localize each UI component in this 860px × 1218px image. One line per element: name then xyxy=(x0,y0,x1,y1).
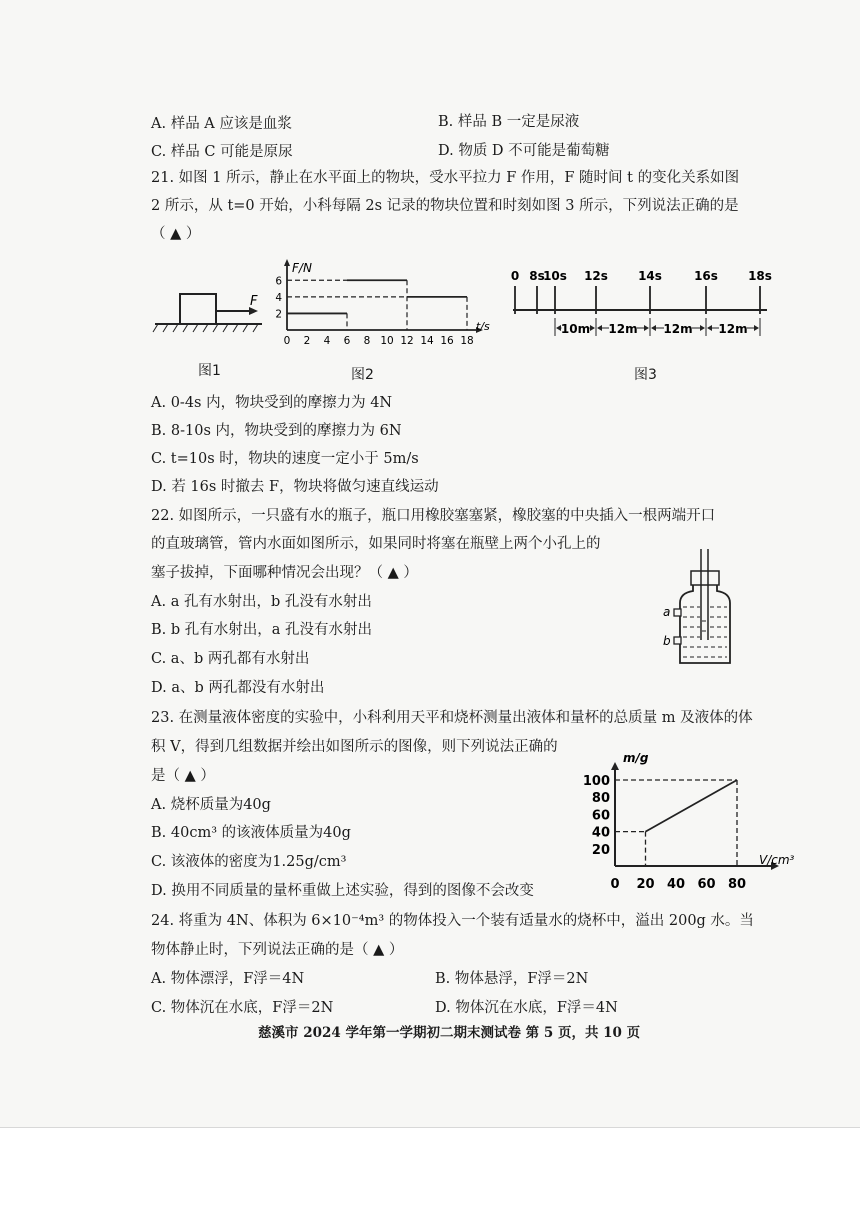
q24-stem-line1: 24. 将重为 4N、体积为 6×10⁻⁴m³ 的物体投入一个装有适量水的烧杯中，溢出 200g 水。当 xyxy=(151,913,754,929)
q23-option-c: C. 该液体的密度为1.25g/cm³ xyxy=(151,854,347,870)
q20-option-b: B. 样品 B 一定是尿液 xyxy=(438,114,580,130)
q21-figure1 xyxy=(150,282,270,342)
q20-option-d: D. 物质 D 不可能是葡萄糖 xyxy=(438,143,610,159)
q20-option-a: A. 样品 A 应该是血浆 xyxy=(151,116,292,132)
q21-option-b: B. 8-10s 内，物块受到的摩擦力为 6N xyxy=(151,423,402,439)
fig4-y-tick-label: 80 xyxy=(591,791,610,807)
q21-option-c: C. t=10s 时，物块的速度一定小于 5m/s xyxy=(151,451,419,467)
q22-option-c: C. a、b 两孔都有水射出 xyxy=(151,651,310,667)
fig2-caption: 图2 xyxy=(351,367,374,383)
hole-b-label: b xyxy=(663,634,671,648)
q22-option-a: A. a 孔有水射出，b 孔没有水射出 xyxy=(151,594,372,610)
distance-label: 12m xyxy=(608,322,638,336)
fig1-caption: 图1 xyxy=(198,363,221,379)
fig4-y-tick-label: 40 xyxy=(591,825,610,841)
fig4-y-tick-label: 20 xyxy=(591,842,610,858)
distance-arrowhead xyxy=(707,325,712,331)
q22-bottle-figure xyxy=(660,545,750,670)
bottle-body xyxy=(680,585,730,663)
q23-stem-line1: 23. 在测量液体密度的实验中，小科利用天平和烧杯测量出液体和量杯的总质量 m 及液体的体 xyxy=(151,710,753,726)
q21-option-a: A. 0-4s 内，物块受到的摩擦力为 4N xyxy=(151,395,393,411)
q20-option-c: C. 样品 C 可能是原尿 xyxy=(151,144,293,160)
q24-stem-line2: 物体静止时，下列说法正确的是（ ▲ ） xyxy=(151,942,404,958)
q21-stem-line1: 21. 如图 1 所示，静止在水平面上的物块，受水平拉力 F 作用，F 随时间 t 的变化关系如图 xyxy=(151,170,740,186)
q21-stem-line3: （ ▲ ） xyxy=(151,226,201,242)
distance-arrowhead xyxy=(700,325,705,331)
hole-b-plug xyxy=(674,637,681,644)
fig2-y-arrow xyxy=(284,259,290,266)
q23-option-d: D. 换用不同质量的量杯重做上述实验，得到的图像不会改变 xyxy=(151,883,534,899)
distance-arrowhead xyxy=(644,325,649,331)
q24-option-c: C. 物体沉在水底，F浮＝2N xyxy=(151,1000,334,1016)
timeline-time-label: 12s xyxy=(584,269,608,283)
distance-arrowhead xyxy=(590,325,595,331)
fig3-caption: 图3 xyxy=(634,367,657,383)
fig2-x-tick-label: 8 xyxy=(363,335,371,347)
q22-option-d: D. a、b 两孔都没有水射出 xyxy=(151,680,325,696)
q24-option-a: A. 物体漂浮，F浮＝4N xyxy=(151,971,305,987)
fig2-x-tick-label: 10 xyxy=(380,335,394,347)
distance-label: 10m xyxy=(560,322,591,336)
q22-stem-line2: 的直玻璃管，管内水面如图所示，如果同时将塞在瓶壁上两个小孔上的 xyxy=(151,536,601,552)
fig4-x-tick-label: 40 xyxy=(666,877,686,892)
q23-mass-volume-chart xyxy=(583,748,813,898)
page-footer: 慈溪市 2024 学年第一学期初二期末测试卷 第 5 页，共 10 页 xyxy=(258,1025,641,1041)
q21-stem-line2: 2 所示，从 t=0 开始，小科每隔 2s 记录的物块位置和时刻如图 3 所示，下列说法正确的是 xyxy=(151,198,739,214)
block xyxy=(180,294,216,324)
page-bottom-margin xyxy=(0,1127,860,1218)
q21-figure3-timeline xyxy=(505,264,775,354)
fig2-x-tick-label: 18 xyxy=(460,335,474,347)
fig2-x-tick-label: 12 xyxy=(400,335,414,347)
q23-option-a: A. 烧杯质量为40g xyxy=(151,797,271,813)
timeline-time-label: 0 xyxy=(510,269,520,283)
q24-option-d: D. 物体沉在水底，F浮＝4N xyxy=(435,1000,618,1016)
q22-stem-line3: 塞子拔掉，下面哪种情况会出现？（ ▲ ） xyxy=(151,565,418,581)
distance-arrowhead xyxy=(597,325,602,331)
fig2-y-tick-label: 2 xyxy=(275,308,282,321)
fig4-y-tick-label: 100 xyxy=(583,774,610,789)
q21-figure2-chart xyxy=(272,258,502,358)
fig2-x-tick-label: 0 xyxy=(283,335,291,347)
fig4-y-tick-label: 60 xyxy=(591,808,610,824)
fig2-y-tick-label: 6 xyxy=(275,275,282,288)
q23-option-b: B. 40cm³ 的该液体质量为40g xyxy=(151,825,351,841)
fig4-y-arrow xyxy=(611,762,619,770)
fig2-xlabel: t/s xyxy=(476,320,490,333)
fig2-ylabel: F/N xyxy=(292,261,312,275)
hole-a-label: a xyxy=(663,605,671,619)
hole-a-plug xyxy=(674,609,681,616)
fig4-x-tick-label: 20 xyxy=(636,877,655,892)
fig2-x-tick-label: 2 xyxy=(303,335,311,347)
fig2-x-tick-label: 16 xyxy=(440,335,454,347)
q23-stem-line2: 积 V，得到几组数据并绘出如图所示的图像，则下列说法正确的 xyxy=(151,739,558,755)
timeline-time-label: 18s xyxy=(748,269,772,283)
q24-option-b: B. 物体悬浮，F浮＝2N xyxy=(435,971,589,987)
fig2-x-tick-label: 14 xyxy=(420,335,434,347)
fig2-x-tick-label: 6 xyxy=(343,335,351,347)
q22-option-b: B. b 孔有水射出，a 孔没有水射出 xyxy=(151,622,373,638)
fig4-xlabel: V/cm³ xyxy=(759,853,795,867)
fig4-x-tick-label: 80 xyxy=(727,877,747,892)
fig4-x-tick-label: 60 xyxy=(697,877,716,892)
q22-stem-line1: 22. 如图所示，一只盛有水的瓶子，瓶口用橡胶塞塞紧，橡胶塞的中央插入一根两端开口 xyxy=(151,508,716,524)
q23-stem-line3: 是（ ▲ ） xyxy=(151,768,215,784)
q21-option-d: D. 若 16s 时撤去 F，物块将做匀速直线运动 xyxy=(151,479,439,495)
distance-label: 12m xyxy=(718,322,748,336)
fig2-x-tick-label: 4 xyxy=(323,335,331,347)
timeline-time-label: 16s xyxy=(694,269,718,283)
fig4-ylabel: m/g xyxy=(623,751,649,765)
distance-arrowhead xyxy=(651,325,656,331)
rubber-stopper xyxy=(691,571,719,585)
fig4-x-tick-label: 0 xyxy=(610,877,620,892)
fig4-data-line xyxy=(646,780,738,832)
distance-label: 12m xyxy=(663,322,693,336)
timeline-time-label: 14s xyxy=(638,269,662,283)
timeline-time-label: 10s xyxy=(543,269,567,283)
fig2-y-tick-label: 4 xyxy=(275,291,282,304)
distance-arrowhead xyxy=(754,325,759,331)
timeline-time-label: 8s xyxy=(529,269,545,283)
force-label: F xyxy=(250,294,258,309)
